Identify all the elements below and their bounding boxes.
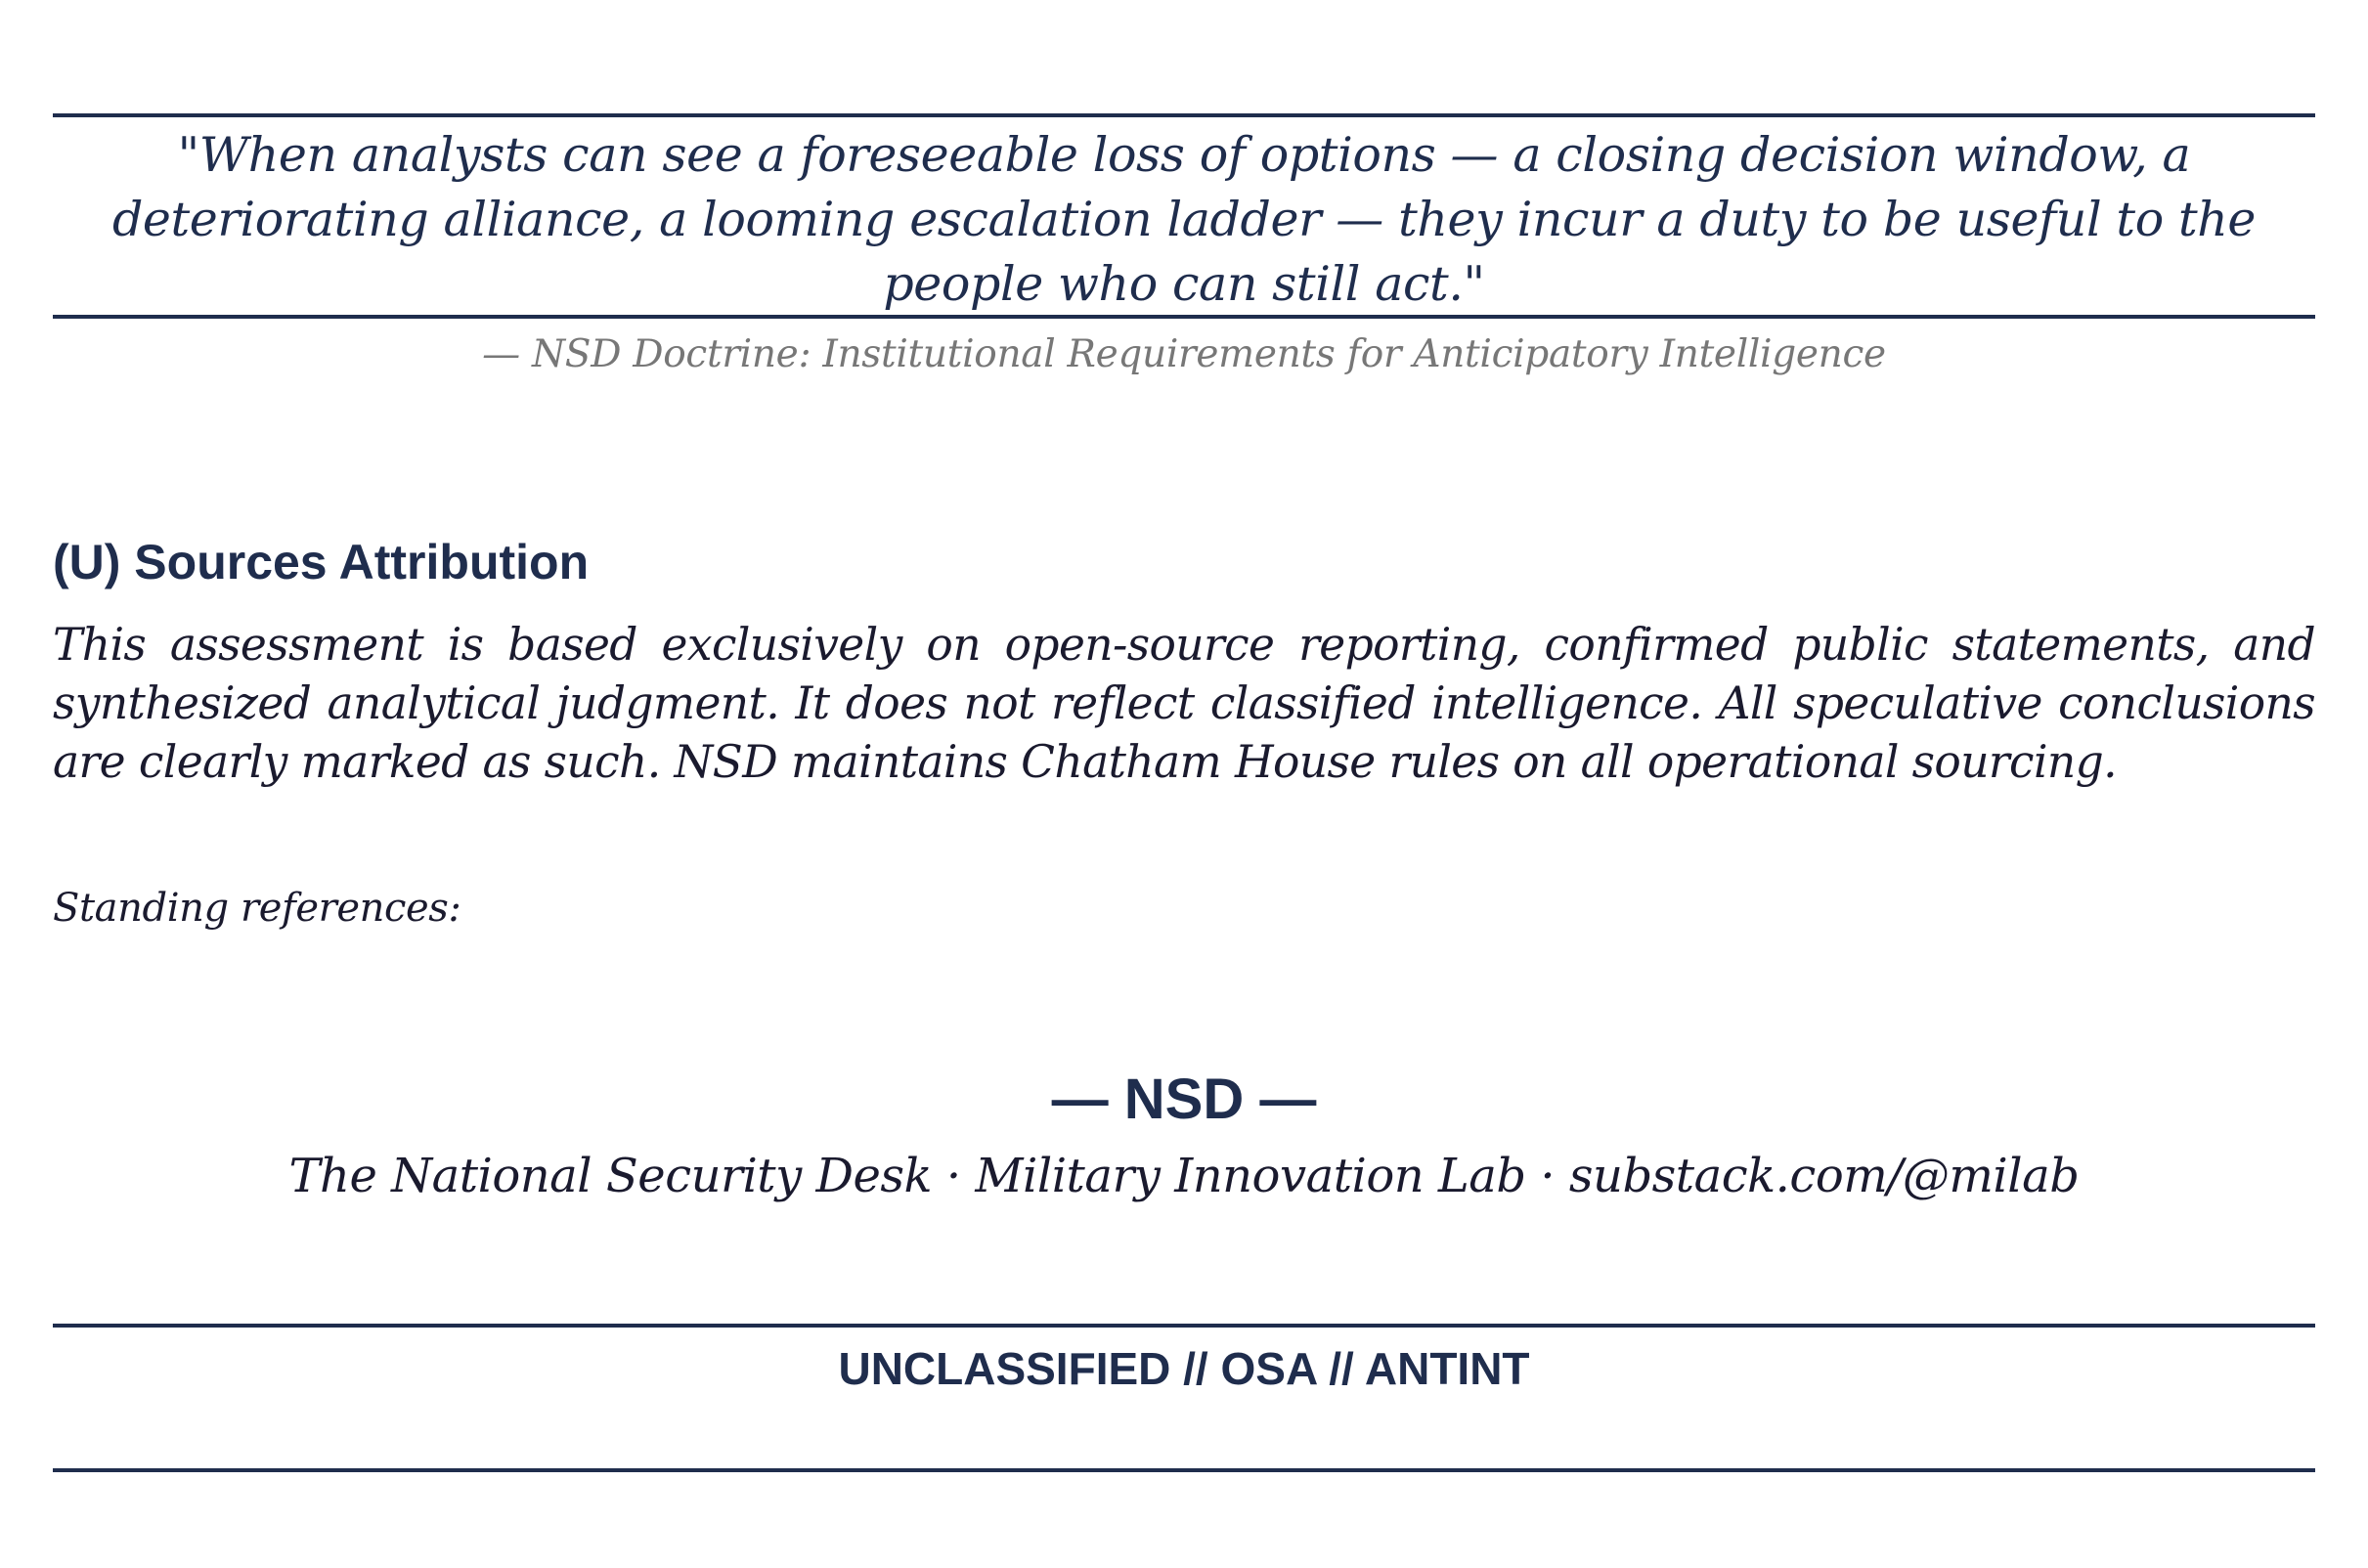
sources-attribution-body: This assessment is based exclusively on open-source reporting, confirmed public statements, and synthesized analytical judgment. It does not reflect classified intelligence. All speculative conclusions are clearly marked as such. NSD maintains Chatham House rules on all operational sourcing.: [53, 619, 2315, 788]
pull-quote-text: "When analysts can see a foreseeable loss of options — a closing decision window, a deteriorating alliance, a looming escalation ladder — they incur a duty to be useful to the people who can still act.": [111, 127, 2257, 312]
classification-marking: UNCLASSIFIED // OSA // ANTINT: [838, 1343, 1530, 1394]
pull-quote: [53, 113, 2315, 319]
classification-rule-top: [53, 1324, 2315, 1328]
footer-title: — NSD —: [1051, 1067, 1317, 1131]
footer-subtitle: The National Security Desk · Military Innovation Lab · substack.com/@milab: [288, 1149, 2080, 1203]
classification-rule-bottom: [53, 1468, 2315, 1472]
sources-attribution-heading: (U) Sources Attribution: [53, 535, 590, 589]
pull-quote-attribution: — NSD Doctrine: Institutional Requirements for Anticipatory Intelligence: [482, 332, 1886, 376]
standing-references-label: Standing references:: [53, 886, 461, 931]
document-page: [53, 0, 2315, 1568]
